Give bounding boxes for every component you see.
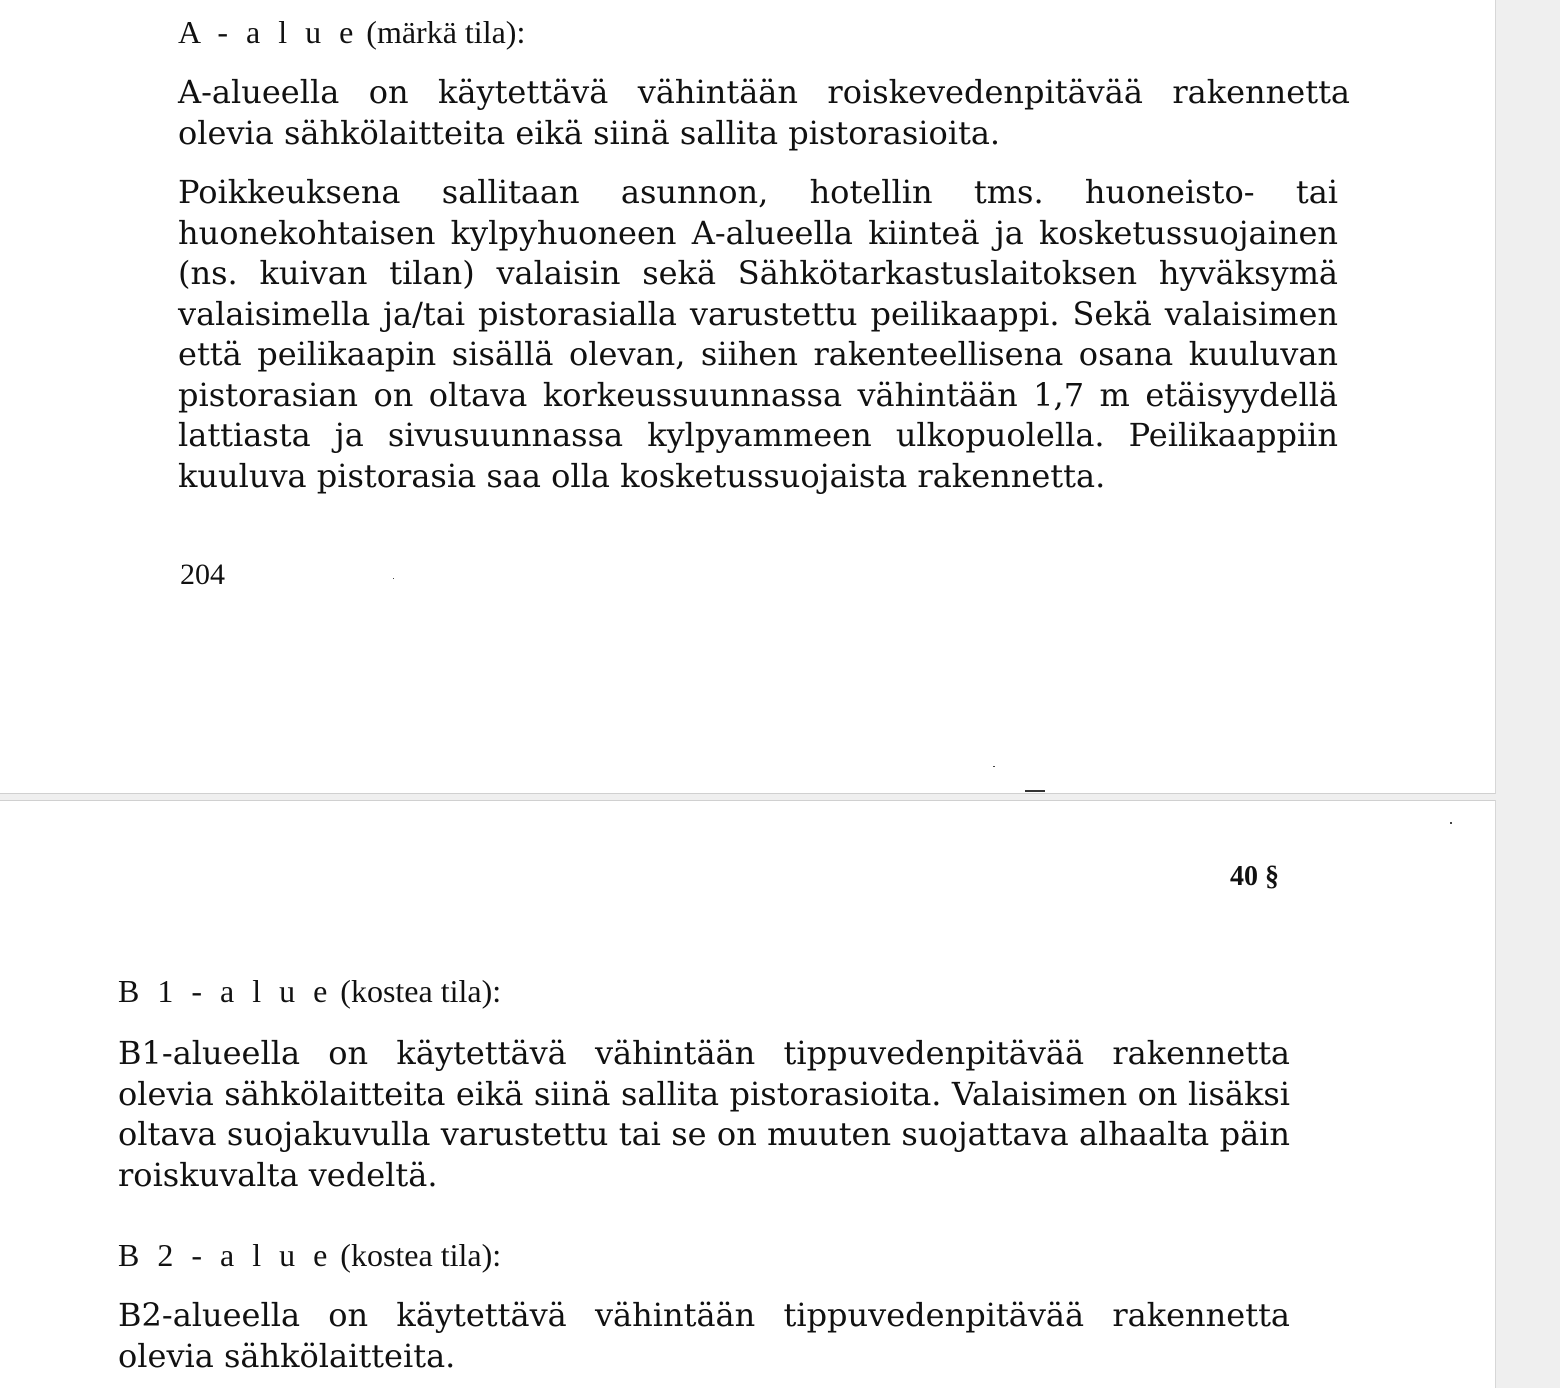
paragraph-b1-rule: B1-alueella on käytettävä vähintään tippuvedenpitävää rakennetta olevia sähkölaitteita eikä siinä sallita pistorasioita. Valaisimen on lisäksi oltava suojakuvulla varustettu tai se on muuten suojattava alhaalta päin roiskuvalta vedeltä. bbox=[118, 1034, 1290, 1194]
scan-mark bbox=[1025, 790, 1045, 792]
document-page-bottom bbox=[0, 800, 1496, 1388]
paragraph-a-rule: A-alueella on käytettävä vähintään roiskevedenpitävää rakennetta olevia sähkölaitteita eikä siinä sallita pistorasioita. bbox=[178, 73, 1350, 152]
paragraph-b2-rule: B2-alueella on käytettävä vähintään tippuvedenpitävää rakennetta olevia sähkölaitteita. bbox=[118, 1296, 1290, 1375]
scan-speck bbox=[1450, 822, 1452, 824]
heading-b1-label: B 1 - a l u e bbox=[118, 973, 333, 1009]
heading-b1-zone bbox=[118, 973, 501, 1010]
heading-b2-description: (kostea tila): bbox=[340, 1237, 502, 1273]
heading-b2-zone bbox=[118, 1237, 501, 1274]
scan-speck bbox=[393, 578, 394, 579]
page-number: 204 bbox=[180, 558, 225, 591]
heading-b1-description: (kostea tila): bbox=[340, 973, 502, 1009]
heading-a-description: (märkä tila): bbox=[366, 14, 526, 50]
paragraph-a-exception: Poikkeuksena sallitaan asunnon, hotellin tms. huoneisto- tai huonekohtaisen kylpyhuoneen A-alueella kiinteä ja kosketussuojainen (ns. kuivan tilan) valaisin sekä Sähkötarkastuslaitoksen hyväksymä valaisimella ja/tai pistorasialla varustettu peilikaappi. Sekä valaisimen että peilikaapin sisällä olevan, siihen rakenteellisena osana kuuluvan pistorasian on oltava korkeussuunnassa vähintään 1,7 m etäisyydellä lattiasta ja sivusuunnassa kylpyammeen ulkopuolella. Peilikaappiin kuuluva pistorasia saa olla kosketussuojaista rakennetta. bbox=[178, 173, 1338, 495]
section-number: 40 § bbox=[1230, 861, 1279, 892]
scan-speck bbox=[993, 766, 995, 767]
heading-a-zone bbox=[178, 14, 525, 51]
heading-a-label: A - a l u e bbox=[178, 14, 359, 50]
heading-b2-label: B 2 - a l u e bbox=[118, 1237, 333, 1273]
